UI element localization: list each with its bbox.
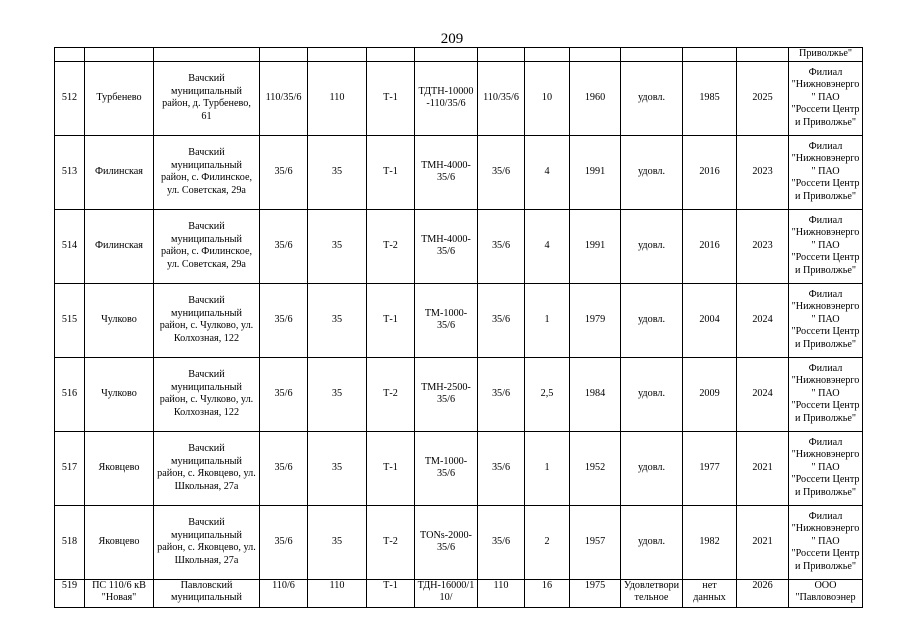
table-cell: 110/35/6 [260, 61, 308, 135]
table-cell: 35/6 [478, 283, 525, 357]
table-cell: Филинская [85, 135, 154, 209]
table-cell: Филинская [85, 209, 154, 283]
table-row [55, 505, 863, 579]
table-cell: Филиал "Нижновэнерго" ПАО "Россети Центр и Приволжье" [789, 209, 863, 283]
table-row-partial [55, 579, 863, 607]
cell-text: Т-1 [383, 579, 398, 591]
table-cell: 35/6 [478, 209, 525, 283]
table-cell: 35/6 [260, 505, 308, 579]
table-cell: ТМН-4000-35/6 [415, 135, 478, 209]
table-cell: Яковцево [85, 505, 154, 579]
table-cell: 35 [308, 283, 367, 357]
table-cell: Яковцево [85, 431, 154, 505]
table-cell: 1991 [570, 209, 621, 283]
table-cell: Вачский муниципальный район, с. Филинское, ул. Советская, 29а [154, 209, 260, 283]
table-cell [683, 579, 737, 607]
table-cell: 35/6 [260, 357, 308, 431]
table-cell [415, 579, 478, 607]
table-cell: ТДТН-10000-110/35/6 [415, 61, 478, 135]
table-cell: 10 [525, 61, 570, 135]
table-cell [737, 579, 789, 607]
cell-text: ПС 110/6 кВ "Новая" [92, 579, 146, 604]
table-cell: 514 [55, 209, 85, 283]
table-cell [154, 48, 260, 62]
table-cell: удовл. [621, 431, 683, 505]
table-row [55, 61, 863, 135]
table-cell: 1985 [683, 61, 737, 135]
table-cell [570, 48, 621, 62]
table-cell: Филиал "Нижновэнерго" ПАО "Россети Центр и Приволжье" [789, 505, 863, 579]
cell-text: ТДН-16000/110/ [417, 579, 475, 604]
table-cell: 35 [308, 431, 367, 505]
table-cell: 517 [55, 431, 85, 505]
substation-table [54, 47, 863, 608]
table-cell: 2021 [737, 431, 789, 505]
table-cell: Вачский муниципальный район, с. Яковцево, ул. Школьная, 27а [154, 431, 260, 505]
table-row [55, 283, 863, 357]
table-cell [415, 48, 478, 62]
table-cell: Чулково [85, 357, 154, 431]
table-cell: 1984 [570, 357, 621, 431]
table-cell: 2024 [737, 357, 789, 431]
table-cell [85, 48, 154, 62]
table-cell [478, 579, 525, 607]
table-cell: Филиал "Нижновэнерго" ПАО "Россети Центр и Приволжье" [789, 357, 863, 431]
table-row [55, 209, 863, 283]
table-cell: 35/6 [260, 135, 308, 209]
table-cell: 2023 [737, 209, 789, 283]
table-cell: ТМН-4000-35/6 [415, 209, 478, 283]
table-cell [621, 579, 683, 607]
table-cell: Т-1 [367, 135, 415, 209]
cell-text: 16 [541, 579, 553, 591]
table-cell: Вачский муниципальный район, с. Филинское, ул. Советская, 29а [154, 135, 260, 209]
table-cell: 110/35/6 [478, 61, 525, 135]
table-cell: 518 [55, 505, 85, 579]
table-cell: 2021 [737, 505, 789, 579]
table-cell: 512 [55, 61, 85, 135]
continued-owner-cell: Приволжье" [789, 48, 863, 62]
table-cell [55, 579, 85, 607]
table-cell [154, 579, 260, 607]
table-cell [478, 48, 525, 62]
table-cell: Филиал "Нижновэнерго" ПАО "Россети Центр и Приволжье" [789, 431, 863, 505]
page-number: 209 [440, 31, 464, 47]
table-cell [789, 579, 863, 607]
table-cell: 4 [525, 135, 570, 209]
table-cell: 35/6 [260, 283, 308, 357]
cell-text: Удовлетворительное [623, 579, 680, 604]
table-cell: 2024 [737, 283, 789, 357]
table-cell: 1982 [683, 505, 737, 579]
table-cell: удовл. [621, 505, 683, 579]
table-cell: 35/6 [478, 431, 525, 505]
table-cell: удовл. [621, 283, 683, 357]
table-cell: 35/6 [478, 357, 525, 431]
cell-text: 1975 [584, 579, 606, 591]
cell-text: 110/6 [272, 579, 295, 591]
table-cell: Филиал "Нижновэнерго" ПАО "Россети Центр и Приволжье" [789, 283, 863, 357]
cell-text: ООО "Павловоэнер [795, 579, 856, 604]
table-cell: 1 [525, 283, 570, 357]
table-cell: 2009 [683, 357, 737, 431]
table-cell [308, 48, 367, 62]
table-cell: удовл. [621, 209, 683, 283]
table-cell [85, 579, 154, 607]
table-cell: 2004 [683, 283, 737, 357]
table-cell: 515 [55, 283, 85, 357]
table-row [55, 357, 863, 431]
table-cell [737, 48, 789, 62]
table-row [55, 431, 863, 505]
table-cell: Т-2 [367, 209, 415, 283]
table-cell: 1977 [683, 431, 737, 505]
table-cell: Т-2 [367, 357, 415, 431]
table-cell: 1960 [570, 61, 621, 135]
table-cell: 2025 [737, 61, 789, 135]
table-cell: 1 [525, 431, 570, 505]
table-cell: удовл. [621, 135, 683, 209]
table-cell: 110 [308, 61, 367, 135]
table-cell: 35/6 [478, 135, 525, 209]
table-cell: ТМ-1000-35/6 [415, 283, 478, 357]
table-cell: ТМ-1000-35/6 [415, 431, 478, 505]
table-cell: 35/6 [260, 209, 308, 283]
cell-text: Павловский муниципальный [171, 579, 242, 604]
cell-text: 110 [329, 579, 345, 591]
table-cell: 35 [308, 357, 367, 431]
table-cell: 1952 [570, 431, 621, 505]
table-cell: Турбенево [85, 61, 154, 135]
table-cell: 516 [55, 357, 85, 431]
cell-text: нет данных [693, 579, 726, 604]
table-cell: Чулково [85, 283, 154, 357]
table-cell: 1957 [570, 505, 621, 579]
table-cell: 35/6 [260, 431, 308, 505]
cell-text: 110 [493, 579, 509, 591]
table-cell: 2 [525, 505, 570, 579]
table-cell: Вачский муниципальный район, с. Чулково, ул. Колхозная, 122 [154, 357, 260, 431]
table-cell [55, 48, 85, 62]
table-cell: удовл. [621, 61, 683, 135]
table-cell: Т-1 [367, 283, 415, 357]
table-cell: Филиал "Нижновэнерго" ПАО "Россети Центр и Приволжье" [789, 135, 863, 209]
cell-text: 2026 [752, 579, 773, 591]
table-cell: Филиал "Нижновэнерго" ПАО "Россети Центр и Приволжье" [789, 61, 863, 135]
continued-row [55, 48, 863, 62]
table-cell [525, 579, 570, 607]
table-cell: 35/6 [478, 505, 525, 579]
table-cell: 1979 [570, 283, 621, 357]
table-cell [260, 48, 308, 62]
table-cell [621, 48, 683, 62]
table-cell: 2,5 [525, 357, 570, 431]
table-cell: 2016 [683, 135, 737, 209]
table-cell: TONs-2000-35/6 [415, 505, 478, 579]
table-cell: 2016 [683, 209, 737, 283]
table-cell [570, 579, 621, 607]
table-cell: Вачский муниципальный район, д. Турбенево, 61 [154, 61, 260, 135]
table-cell [525, 48, 570, 62]
table-cell: 513 [55, 135, 85, 209]
table-cell [260, 579, 308, 607]
table-cell: 4 [525, 209, 570, 283]
table-cell: 35 [308, 209, 367, 283]
table-cell [367, 579, 415, 607]
table-cell: 1991 [570, 135, 621, 209]
table-cell [367, 48, 415, 62]
table-cell [308, 579, 367, 607]
table-row [55, 135, 863, 209]
table-cell: Т-1 [367, 61, 415, 135]
table-cell: 35 [308, 505, 367, 579]
table-cell: ТМН-2500-35/6 [415, 357, 478, 431]
table-cell: Т-2 [367, 505, 415, 579]
table-cell: 35 [308, 135, 367, 209]
table-cell: удовл. [621, 357, 683, 431]
cell-text: 519 [61, 579, 78, 591]
table-cell: 2023 [737, 135, 789, 209]
table-cell [683, 48, 737, 62]
table-cell: Т-1 [367, 431, 415, 505]
table-cell: Вачский муниципальный район, с. Чулково, ул. Колхозная, 122 [154, 283, 260, 357]
table-cell: Вачский муниципальный район, с. Яковцево, ул. Школьная, 27а [154, 505, 260, 579]
